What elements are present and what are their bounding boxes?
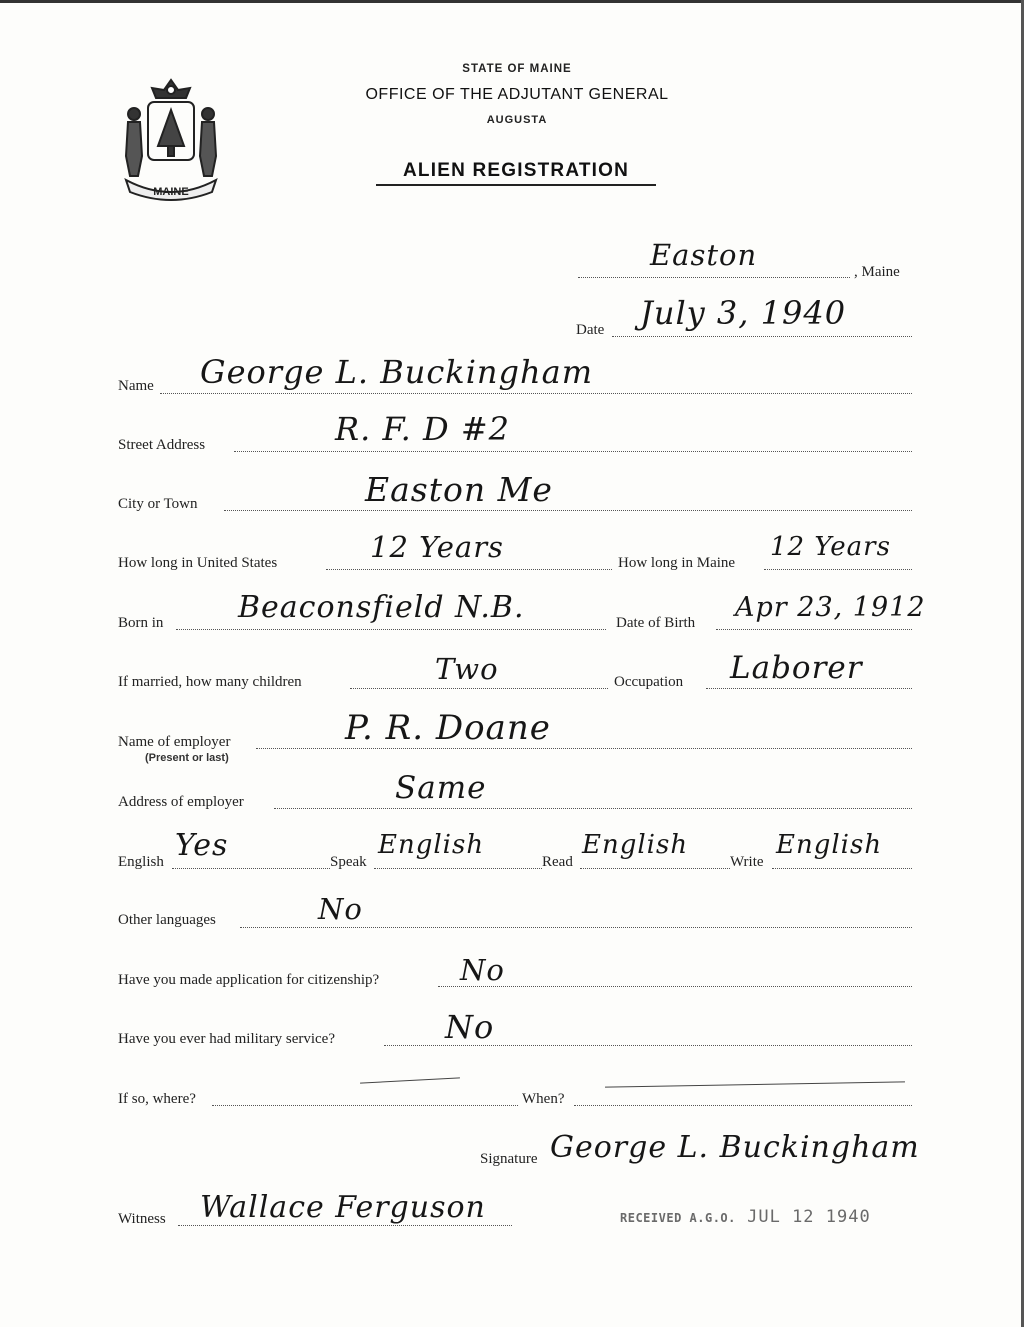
citizenship-value[interactable]: No	[460, 953, 505, 987]
other-languages-line	[240, 927, 912, 928]
city-line	[224, 510, 912, 511]
speak-label: Speak	[330, 854, 367, 870]
employer-line	[256, 748, 912, 749]
maine-duration-value[interactable]: 12 Years	[770, 532, 891, 562]
signature-value[interactable]: George L. Buckingham	[550, 1130, 920, 1165]
speak-value[interactable]: English	[378, 830, 485, 860]
where-label: If so, where?	[118, 1091, 196, 1107]
name-value[interactable]: George L. Buckingham	[200, 353, 594, 391]
military-label: Have you ever had military service?	[118, 1031, 335, 1047]
citizenship-label: Have you made application for citizenship?	[118, 972, 380, 988]
employer-address-value[interactable]: Same	[395, 770, 487, 806]
form-title: ALIEN REGISTRATION	[376, 160, 656, 186]
name-label: Name	[118, 378, 154, 394]
date-value[interactable]: July 3, 1940	[640, 294, 847, 332]
occupation-line	[706, 688, 912, 689]
employer-value[interactable]: P. R. Doane	[345, 708, 551, 748]
received-stamp	[620, 1207, 871, 1227]
state-heading: STATE OF MAINE	[462, 63, 572, 75]
english-line	[172, 868, 330, 869]
birth-date-line	[716, 629, 912, 630]
street-line	[234, 451, 912, 452]
other-languages-label: Other languages	[118, 912, 216, 928]
street-label: Street Address	[118, 437, 206, 453]
children-value[interactable]: Two	[435, 652, 499, 686]
witness-value[interactable]: Wallace Ferguson	[200, 1190, 486, 1225]
birth-date-label: Date of Birth	[616, 615, 696, 631]
other-languages-value[interactable]: No	[318, 892, 363, 926]
witness-label: Witness	[118, 1211, 166, 1227]
employer-address-label: Address of employer	[118, 794, 244, 810]
city-label: City or Town	[118, 496, 198, 512]
stamp-received-text: RECEIVED A.G.O.	[620, 1211, 736, 1225]
date-line	[612, 336, 912, 337]
employer-address-line	[274, 808, 912, 809]
occupation-label: Occupation	[614, 674, 684, 690]
write-value[interactable]: English	[776, 830, 883, 860]
when-label: When?	[522, 1091, 565, 1107]
when-line	[574, 1105, 912, 1106]
write-line	[772, 868, 912, 869]
occupation-value[interactable]: Laborer	[730, 650, 863, 686]
witness-line	[178, 1225, 512, 1226]
date-label: Date	[576, 322, 605, 338]
read-value[interactable]: English	[582, 830, 689, 860]
citizenship-line	[438, 986, 912, 987]
us-duration-value[interactable]: 12 Years	[370, 530, 504, 564]
stamp-date: JUL 12 1940	[747, 1207, 871, 1227]
born-in-value[interactable]: Beaconsfield N.B.	[238, 590, 525, 625]
speak-line	[374, 868, 542, 869]
us-duration-label: How long in United States	[118, 555, 278, 571]
scan-edge-top	[0, 0, 1024, 3]
city-value[interactable]: Easton Me	[365, 470, 553, 509]
when-blank-dash	[605, 1081, 905, 1087]
english-label: English	[118, 854, 164, 870]
town-value[interactable]: Easton	[650, 238, 758, 272]
write-label: Write	[730, 854, 764, 870]
born-in-label: Born in	[118, 615, 164, 631]
seal-text: MAINE	[153, 186, 189, 198]
street-value[interactable]: R. F. D #2	[335, 410, 510, 448]
office-heading: OFFICE OF THE ADJUTANT GENERAL	[365, 86, 669, 103]
signature-label: Signature	[480, 1151, 538, 1167]
read-line	[580, 868, 730, 869]
maine-duration-label: How long in Maine	[618, 555, 736, 571]
where-blank-dash	[360, 1077, 460, 1083]
children-line	[350, 688, 608, 689]
name-line	[160, 393, 912, 394]
military-value[interactable]: No	[445, 1008, 495, 1046]
birth-date-value[interactable]: Apr 23, 1912	[735, 592, 926, 623]
town-suffix: , Maine	[854, 264, 900, 280]
town-line	[578, 277, 850, 278]
where-line	[212, 1105, 518, 1106]
read-label: Read	[542, 854, 573, 870]
employer-sublabel: (Present or last)	[145, 752, 229, 764]
employer-label: Name of employer	[118, 734, 231, 750]
city-heading: AUGUSTA	[486, 114, 548, 126]
born-in-line	[176, 629, 606, 630]
children-label: If married, how many children	[118, 674, 302, 690]
us-duration-line	[326, 569, 612, 570]
english-value[interactable]: Yes	[175, 828, 229, 863]
maine-duration-line	[764, 569, 912, 570]
